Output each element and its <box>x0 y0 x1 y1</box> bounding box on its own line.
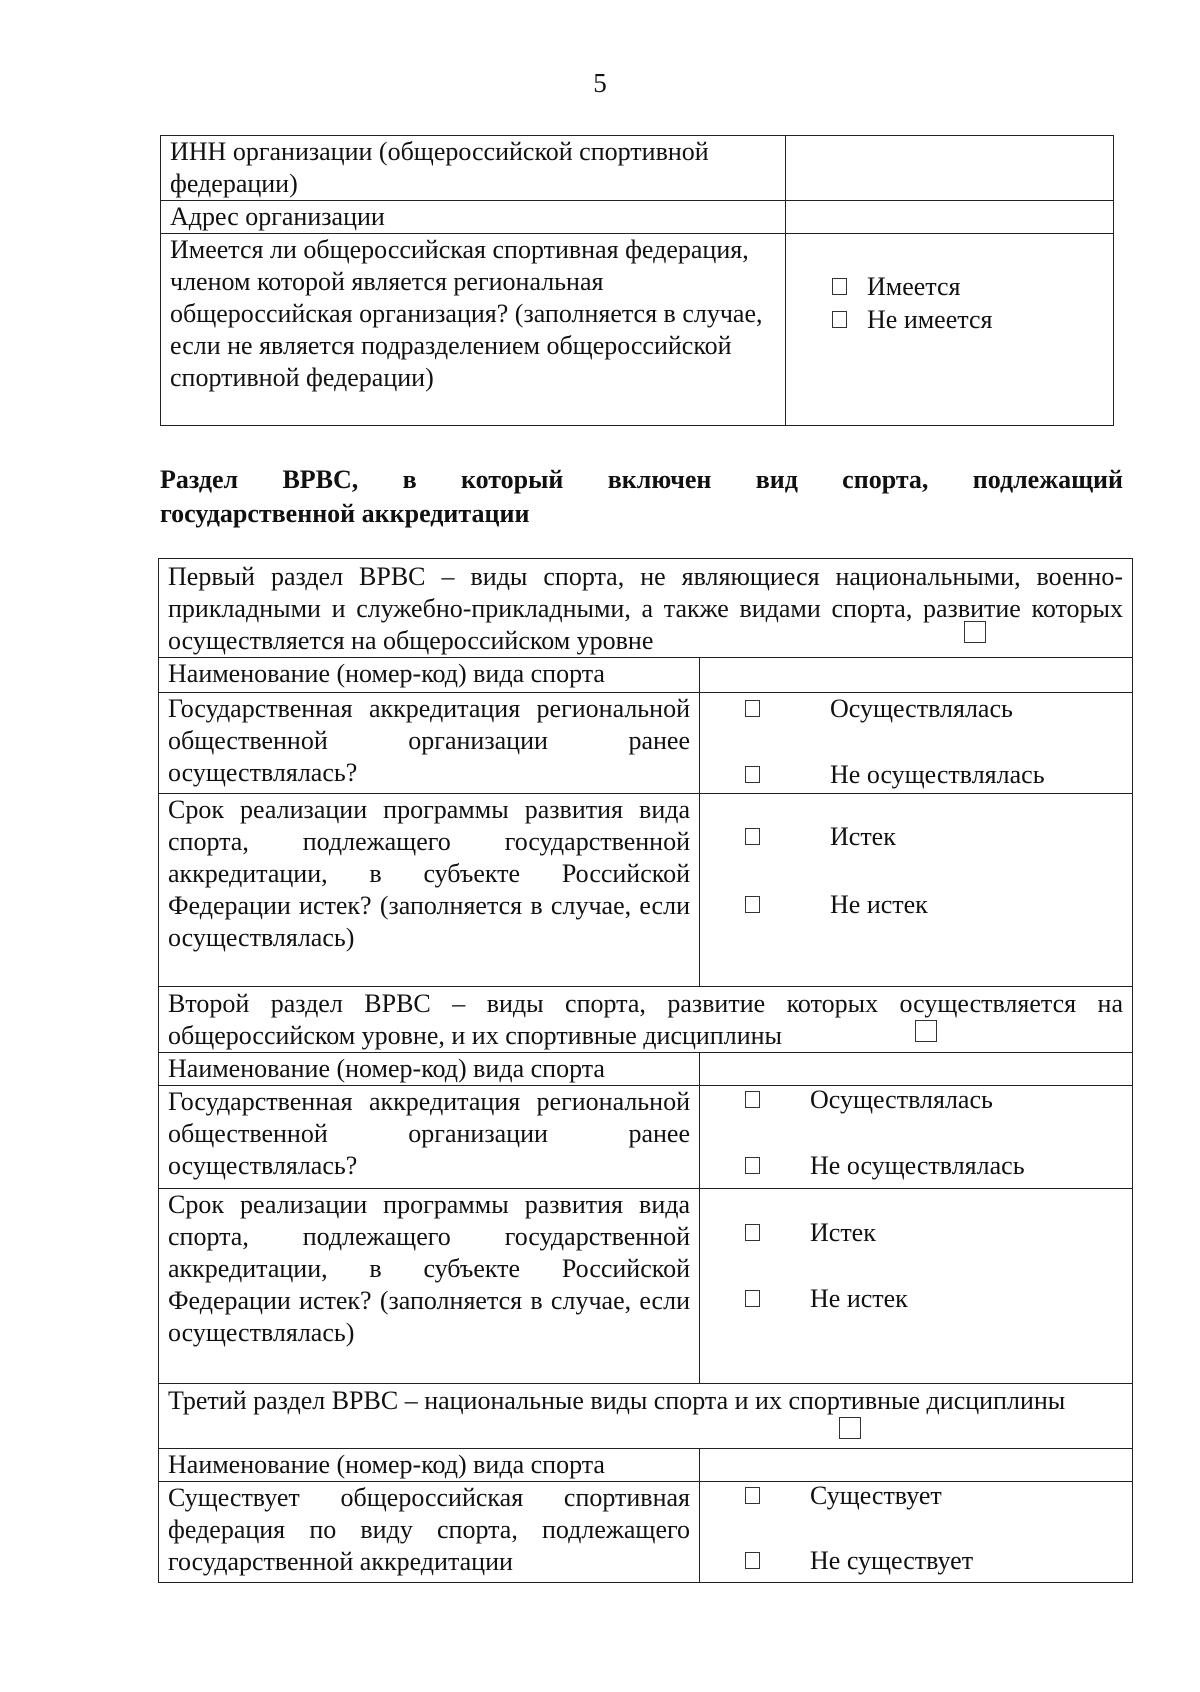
option-federation-not-exists[interactable] <box>745 1545 974 1575</box>
organization-info-table <box>160 135 1114 426</box>
option-label: Осуществлялась <box>830 693 1013 723</box>
section-1-sport-name-label: Наименование (номер-код) вида спорта <box>159 658 700 693</box>
inn-value-field[interactable] <box>786 136 1114 201</box>
section-3-federation-question: Существует общероссийская спортивная федерация по виду спорта, подлежащего государственной аккредитации <box>159 1482 700 1583</box>
section-1-title-row <box>159 559 1133 658</box>
section-1-checkbox[interactable] <box>964 621 986 643</box>
checkbox[interactable] <box>745 1091 760 1108</box>
option-accredited[interactable] <box>745 1085 993 1114</box>
section-3-sport-name-label: Наименование (номер-код) вида спорта <box>159 1449 700 1482</box>
section-2-accreditation-question: Государственная аккредитация региональной общественной организации ранее осуществлялась? <box>159 1086 700 1189</box>
section-2-title-cell <box>159 987 1133 1053</box>
section-1-accreditation-row <box>159 693 1133 794</box>
section-2-sport-name-row <box>159 1053 1133 1086</box>
option-label: Существует <box>810 1481 942 1510</box>
section-1-program-question: Срок реализации программы развития вида спорта, подлежащего государственной аккредитации, в субъекте Российской Федерации истек? (заполняется в случае, если осуществлялась) <box>159 794 700 987</box>
checkbox[interactable] <box>832 311 847 328</box>
inn-label: ИНН организации (общероссийской спортивной федерации) <box>161 136 786 201</box>
section-heading-line2: государственной аккредитации <box>160 499 530 528</box>
vrvs-sections-table <box>158 558 1133 1583</box>
section-1-program-options <box>700 794 1133 987</box>
option-label: Истек <box>810 1217 876 1247</box>
federation-membership-question: Имеется ли общероссийская спортивная федерация, членом которой является региональная общероссийская организация? (заполняется в случае, если не является подразделением общероссийской спортивной федерации) <box>161 234 786 426</box>
option-label: Не имеется <box>867 304 993 334</box>
section-3-checkbox[interactable] <box>839 1417 861 1439</box>
section-3-sport-name-field[interactable] <box>700 1449 1133 1482</box>
section-3-title-row <box>159 1384 1133 1449</box>
option-label: Не истек <box>810 1283 908 1313</box>
address-label: Адрес организации <box>161 201 786 234</box>
section-1-sport-name-row <box>159 658 1133 693</box>
checkbox[interactable] <box>745 1552 760 1569</box>
section-2-title: Второй раздел ВРВС – виды спорта, развитие которых осуществляется на общероссийском уровне, и их спортивные дисциплины <box>168 989 1123 1050</box>
option-not-accredited[interactable] <box>745 759 1045 789</box>
checkbox[interactable] <box>745 700 760 717</box>
checkbox[interactable] <box>745 1157 760 1174</box>
option-accredited[interactable] <box>745 693 1013 723</box>
section-1-sport-name-field[interactable] <box>700 658 1133 693</box>
option-label: Осуществлялась <box>810 1085 993 1114</box>
section-1-title-cell <box>159 559 1133 658</box>
option-no-federation[interactable] <box>832 303 1104 336</box>
federation-membership-options <box>786 234 1114 426</box>
option-label: Имеется <box>867 271 961 301</box>
option-label: Истек <box>830 821 896 851</box>
section-3-title: Третий раздел ВРВС – национальные виды спорта и их спортивные дисциплины <box>168 1386 1066 1415</box>
section-2-title-row <box>159 987 1133 1053</box>
option-label: Не осуществлялась <box>830 759 1045 789</box>
section-1-program-row <box>159 794 1133 987</box>
section-3-federation-options <box>700 1482 1133 1583</box>
option-not-expired[interactable] <box>745 1283 908 1313</box>
section-1-accreditation-question: Государственная аккредитация региональной общественной организации ранее осуществлялась? <box>159 693 700 794</box>
address-row <box>161 201 1114 234</box>
section-heading-line1: Раздел ВРВС, в который включен вид спорта, подлежащий <box>160 465 1123 494</box>
option-not-accredited[interactable] <box>745 1150 1025 1180</box>
section-2-accreditation-options <box>700 1086 1133 1189</box>
section-3-sport-name-row <box>159 1449 1133 1482</box>
section-2-accreditation-row <box>159 1086 1133 1189</box>
option-not-expired[interactable] <box>745 889 928 919</box>
option-label: Не истек <box>830 889 928 919</box>
checkbox[interactable] <box>745 1487 760 1504</box>
option-has-federation[interactable] <box>832 270 1104 303</box>
checkbox[interactable] <box>832 278 847 295</box>
section-2-program-row <box>159 1189 1133 1384</box>
section-2-checkbox[interactable] <box>915 1020 937 1042</box>
section-1-accreditation-options <box>700 693 1133 794</box>
section-3-federation-row <box>159 1482 1133 1583</box>
section-1-title: Первый раздел ВРВС – виды спорта, не являющиеся национальными, военно-прикладными и служебно-прикладными, а также видами спорта, развитие которых осуществляется на общероссийском уровне <box>168 562 1123 655</box>
federation-membership-row <box>161 234 1114 426</box>
checkbox[interactable] <box>745 766 760 783</box>
inn-row <box>161 136 1114 201</box>
section-2-sport-name-label: Наименование (номер-код) вида спорта <box>159 1053 700 1086</box>
checkbox[interactable] <box>745 828 760 845</box>
option-federation-exists[interactable] <box>745 1481 942 1510</box>
checkbox[interactable] <box>745 1290 760 1307</box>
option-label: Не существует <box>810 1545 974 1575</box>
option-expired[interactable] <box>745 821 896 851</box>
address-value-field[interactable] <box>786 201 1114 234</box>
section-heading <box>160 463 1123 531</box>
checkbox[interactable] <box>745 1224 760 1241</box>
section-2-sport-name-field[interactable] <box>700 1053 1133 1086</box>
section-2-program-question: Срок реализации программы развития вида спорта, подлежащего государственной аккредитации, в субъекте Российской Федерации истек? (заполняется в случае, если осуществлялась) <box>159 1189 700 1384</box>
option-label: Не осуществлялась <box>810 1150 1025 1180</box>
checkbox[interactable] <box>745 896 760 913</box>
section-2-program-options <box>700 1189 1133 1384</box>
page-number: 5 <box>593 68 607 98</box>
option-expired[interactable] <box>745 1217 876 1247</box>
section-3-title-cell <box>159 1384 1133 1449</box>
